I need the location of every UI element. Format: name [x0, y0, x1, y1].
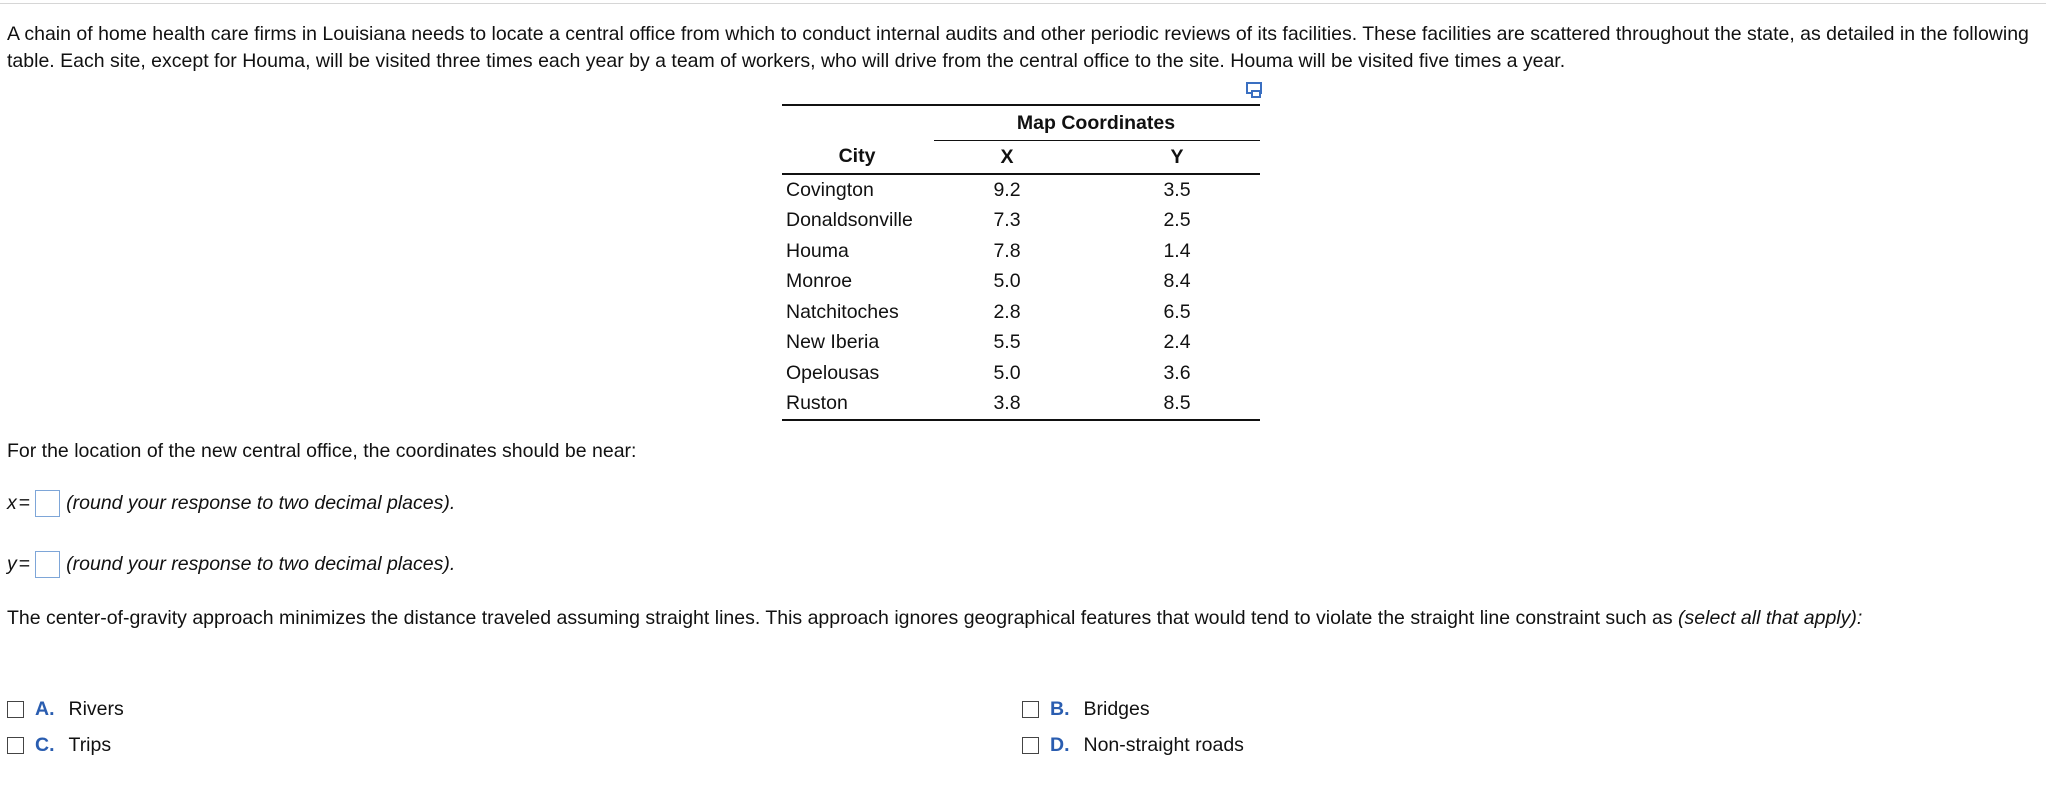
x-cell: 3.8	[934, 389, 1096, 421]
city-cell: Donaldsonville	[786, 209, 913, 232]
table-row	[782, 206, 1260, 237]
table-row	[782, 267, 1260, 298]
y-cell: 1.4	[1163, 239, 1191, 262]
select-all-instruction: (select all that apply):	[1678, 607, 1863, 629]
y-answer-row	[7, 551, 455, 578]
x-cell: 5.0	[993, 361, 1021, 384]
city-cell: Ruston	[782, 389, 934, 421]
table-row	[782, 236, 1260, 267]
city-cell: Monroe	[786, 270, 853, 293]
option-c-letter: C.	[35, 734, 55, 756]
option-b-label: Bridges	[1083, 698, 1150, 720]
coordinates-question: For the location of the new central office, the coordinates should be near:	[7, 440, 637, 462]
table-row	[782, 297, 1260, 328]
table-row	[782, 174, 1260, 206]
header-spacer	[782, 105, 934, 141]
city-cell: Natchitoches	[786, 300, 899, 323]
x-cell: 2.8	[993, 300, 1021, 323]
table-row	[782, 328, 1260, 359]
x-cell: 5.5	[993, 331, 1021, 354]
y-cell: 6.5	[1163, 300, 1191, 323]
option-d-letter: D.	[1050, 734, 1070, 756]
x-answer-input[interactable]	[35, 490, 60, 517]
option-c-checkbox[interactable]	[7, 737, 24, 754]
option-b-checkbox[interactable]	[1022, 701, 1039, 718]
x-equals-sign: =	[18, 492, 31, 514]
y-cell: 2.4	[1163, 331, 1191, 354]
option-c-label: Trips	[68, 734, 112, 756]
map-coordinates-header: Map Coordinates	[934, 105, 1260, 141]
x-column-header: X	[934, 141, 1096, 175]
problem-intro: A chain of home health care firms in Louisiana needs to locate a central office from which to conduct internal audits and other periodic reviews of its facilities. These facilities are scattered throughout the state, as detailed in the following table. Each site, except for Houma, will be visited three times each year by a team of workers, who will drive from the central office to the site. Houma will be visited five times a year.	[7, 23, 2029, 72]
option-d-checkbox[interactable]	[1022, 737, 1039, 754]
city-column-header: City	[782, 141, 934, 175]
question2-text: The center-of-gravity approach minimizes the distance traveled assuming straight lines. This approach ignores geographical features that would tend to violate the straight line constraint such as	[7, 607, 1679, 629]
table-row	[782, 358, 1260, 389]
option-a-rivers[interactable]	[7, 698, 124, 721]
y-variable-label: y	[7, 553, 17, 575]
x-rounding-hint: (round your response to two decimal places).	[66, 492, 456, 514]
option-a-checkbox[interactable]	[7, 701, 24, 718]
y-cell: 2.5	[1163, 209, 1191, 232]
coordinates-table	[782, 104, 1260, 421]
x-variable-label: x	[7, 492, 17, 514]
option-b-bridges[interactable]	[1022, 698, 1150, 721]
y-equals-sign: =	[18, 553, 31, 575]
city-cell: New Iberia	[786, 331, 880, 354]
top-divider	[0, 3, 2046, 4]
option-d-non-straight-roads[interactable]	[1022, 734, 1244, 757]
option-b-letter: B.	[1050, 698, 1070, 720]
option-a-letter: A.	[35, 698, 55, 720]
option-d-label: Non-straight roads	[1083, 734, 1244, 756]
y-column-header: Y	[1096, 141, 1260, 175]
y-cell: 3.5	[1163, 178, 1191, 201]
y-answer-input[interactable]	[35, 551, 60, 578]
city-cell: Houma	[786, 239, 849, 262]
y-cell: 8.5	[1096, 389, 1260, 421]
expand-table-icon[interactable]	[1244, 80, 1268, 102]
x-cell: 9.2	[993, 178, 1021, 201]
option-c-trips[interactable]	[7, 734, 111, 757]
option-a-label: Rivers	[68, 698, 124, 720]
x-cell: 7.3	[993, 209, 1021, 232]
straight-line-question	[7, 605, 2037, 632]
city-cell: Covington	[786, 178, 874, 201]
city-cell: Opelousas	[786, 361, 880, 384]
y-cell: 8.4	[1163, 270, 1191, 293]
x-answer-row	[7, 490, 455, 517]
table-row	[782, 389, 1260, 421]
y-cell: 3.6	[1163, 361, 1191, 384]
y-rounding-hint: (round your response to two decimal places).	[66, 553, 456, 575]
x-cell: 5.0	[993, 270, 1021, 293]
x-cell: 7.8	[993, 239, 1021, 262]
